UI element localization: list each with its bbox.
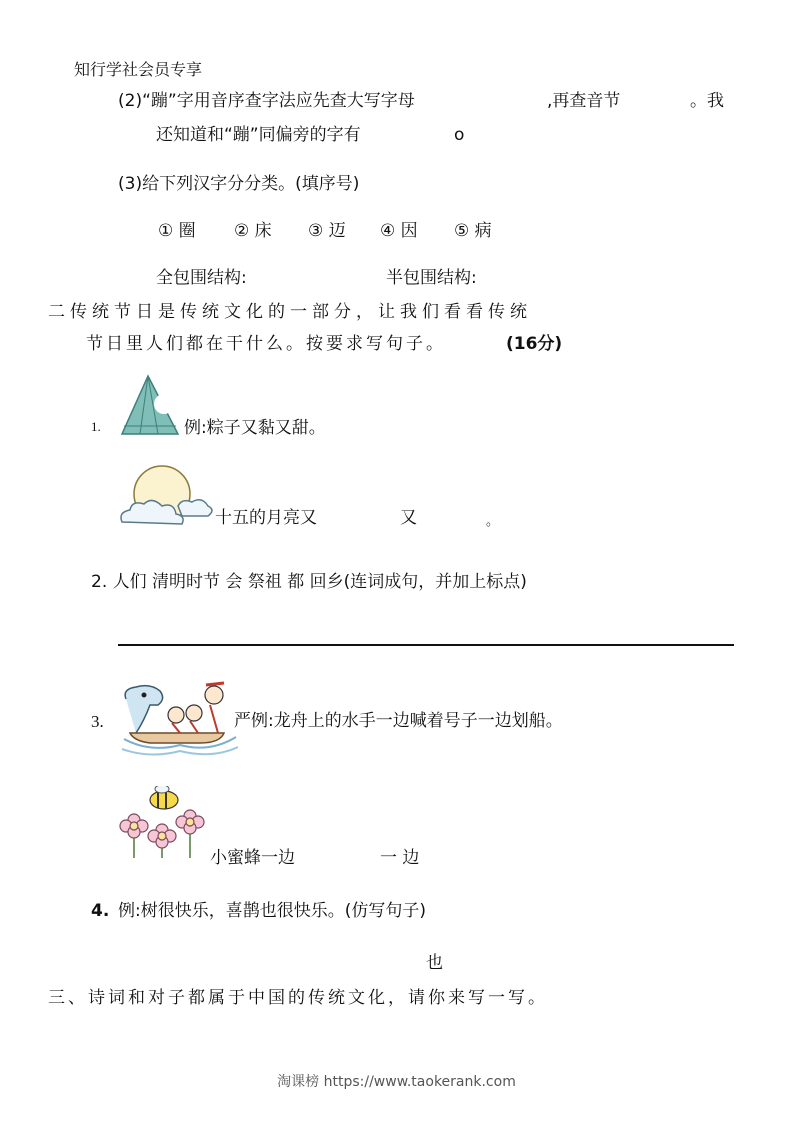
item2-text: 2. 人们 清明时节 会 祭祖 都 回乡(连词成句，并加上标点) [91,572,527,592]
header-watermark: 知行学社会员专享 [74,60,203,79]
q1-part2-line2-b: o [454,125,465,145]
half-enclosure-label: 半包围结构: [386,268,477,288]
item3-number: 3. [91,712,104,731]
q1-part2-line2-a: 还知道和“蹦”同偏旁的字有 [156,125,361,145]
footer-url: 淘课榜 https://www.taokerank.com [277,1074,516,1090]
item3-prompt-b: 一 边 [380,848,420,868]
item3-example: 严例:龙舟上的水手一边喊着号子一边划船。 [234,711,563,731]
item4-example: 例:树很快乐，喜鹊也很快乐。(仿写句子) [118,901,426,921]
char-option-2: ② 床 [234,221,272,241]
moon-cloud-icon [116,462,216,534]
full-enclosure-label: 全包围结构: [156,268,247,288]
item2-answer-line[interactable] [118,644,734,646]
item1-number: 1. [91,419,101,434]
dragon-boat-icon [120,675,238,757]
q1-part3-title: (3)给下列汉字分分类。(填序号) [118,174,360,194]
item4-prompt: 也 [426,953,443,973]
bee-flower-icon [118,786,218,860]
section3-heading: 三、诗词和对子都属于中国的传统文化，请你来写一写。 [48,988,548,1008]
item1-prompt-c: 。 [486,514,500,529]
char-option-3: ③ 迈 [308,221,346,241]
q1-part2-line1-a: (2)“蹦”字用音序查字法应先查大写字母 [118,91,415,111]
section2-heading-line2: 节日里人们都在干什么。按要求写句子。 [86,334,446,354]
char-option-1: ① 圈 [158,221,196,241]
item3-prompt-a: 小蜜蜂一边 [210,848,295,868]
char-option-4: ④ 因 [380,221,418,241]
q1-part2-line1-b: ,再查音节 [547,91,621,111]
item1-prompt-b: 又 [400,508,417,528]
char-option-5: ⑤ 病 [454,221,492,241]
section2-points: (16分) [506,334,563,354]
zongzi-icon [118,374,182,438]
item4-number: 4. [91,901,110,921]
item1-example: 例:粽子又黏又甜。 [184,418,326,438]
q1-part2-line1-c: 。我 [690,91,724,111]
section2-heading-line1: 二传统节日是传统文化的一部分，让我们看看传统 [48,302,532,322]
item1-prompt-a: 十五的月亮又 [215,508,317,528]
